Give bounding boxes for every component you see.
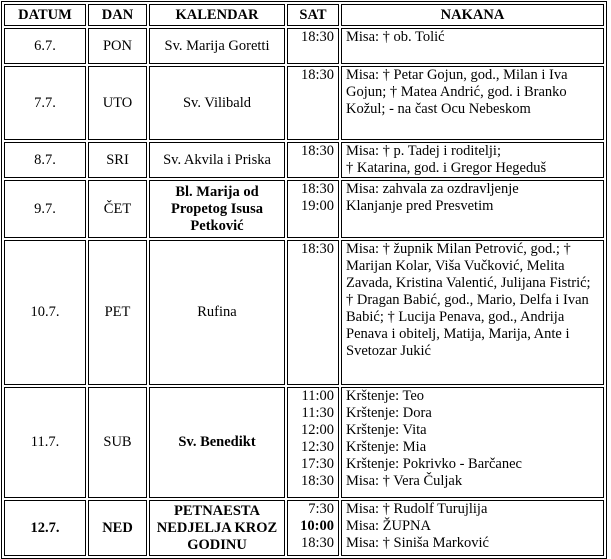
sat-cell: [287, 240, 339, 385]
mass-schedule-table: [1, 1, 607, 559]
nakana-cell: [341, 387, 604, 498]
datum-cell: 10.7.: [4, 240, 86, 385]
kalendar-cell: PETNAESTA NEDJELJA KROZ GODINU: [149, 500, 285, 556]
kalendar-cell: Bl. Marija od Propetog Isusa Petković: [149, 180, 285, 238]
header-nakana: NAKANA: [341, 4, 604, 26]
time-value: 11:30: [301, 405, 334, 421]
datum-cell: 9.7.: [4, 180, 86, 238]
intention-text: Misa: † Siniša Marković: [346, 535, 489, 551]
time-value: 18:30: [300, 29, 334, 45]
datum-cell: 11.7.: [4, 387, 86, 498]
schedule-row: [4, 142, 604, 178]
header-dan: DAN: [88, 4, 147, 26]
datum-cell: 12.7.: [4, 500, 86, 556]
time-value: 18:30: [300, 535, 334, 551]
intention-text: Krštenje: Teo: [346, 388, 425, 404]
intention-text: Misa: † župnik Milan Petrović, god.; † Marijan Kolar, Viša Vučković, Melita Zavada, Kristina Valentić, Julijana Fistrić; † Dragan Babić, god., Mario, Delfa i Ivan Babić; † Lucija Penava, god., Andrija Penava i obitelj, Matija, Marija, Ante i Svetozar Jukić: [346, 241, 591, 359]
datum-cell: 8.7.: [4, 142, 86, 178]
intention-text: Misa: zahvala za ozdravljenje: [346, 181, 519, 197]
dan-cell: NED: [88, 500, 147, 556]
sat-cell: [287, 387, 339, 498]
datum-cell: 6.7.: [4, 28, 86, 64]
schedule-row: [4, 500, 604, 556]
intention-text: Misa: † p. Tadej i roditelji;: [346, 143, 501, 159]
time-value: 18:30: [300, 241, 334, 257]
dan-cell: SRI: [88, 142, 147, 178]
time-value: 17:30: [300, 456, 334, 472]
kalendar-cell: Sv. Marija Goretti: [149, 28, 285, 64]
header-row: [4, 4, 604, 26]
sat-cell: [287, 28, 339, 64]
time-value: 12:30: [300, 439, 334, 455]
time-value: 11:00: [301, 388, 334, 404]
intention-text: Krštenje: Pokrivko - Barčanec: [346, 456, 522, 472]
intention-text: † Katarina, god. i Gregor Hegeduš: [346, 160, 547, 176]
sat-cell: [287, 180, 339, 238]
kalendar-cell: Sv. Akvila i Priska: [149, 142, 285, 178]
schedule-row: [4, 240, 604, 385]
nakana-cell: [341, 142, 604, 178]
time-value: 18:30: [300, 473, 334, 489]
sat-cell: [287, 66, 339, 140]
dan-cell: SUB: [88, 387, 147, 498]
schedule-body: [4, 28, 604, 556]
intention-text: Klanjanje pred Presvetim: [346, 198, 494, 214]
time-value: 18:30: [300, 143, 334, 159]
sat-cell: [287, 500, 339, 556]
intention-text: Krštenje: Dora: [346, 405, 432, 421]
kalendar-cell: Sv. Vilibald: [149, 66, 285, 140]
kalendar-cell: Sv. Benedikt: [149, 387, 285, 498]
dan-cell: UTO: [88, 66, 147, 140]
kalendar-cell: Rufina: [149, 240, 285, 385]
nakana-cell: [341, 240, 604, 385]
dan-cell: ČET: [88, 180, 147, 238]
intention-text: Krštenje: Vita: [346, 422, 427, 438]
header-sat: SAT: [287, 4, 339, 26]
time-value: 12:00: [300, 422, 334, 438]
time-value: 18:30: [300, 67, 334, 83]
nakana-cell: [341, 28, 604, 64]
header-kalendar: KALENDAR: [149, 4, 285, 26]
time-value: 18:30: [300, 181, 334, 197]
sat-cell: [287, 142, 339, 178]
intention-text: Misa: ŽUPNA: [346, 518, 431, 534]
intention-text: Misa: † Petar Gojun, god., Milan i Iva Gojun; † Matea Andrić, god. i Branko Kožul; - na čast Ocu Nebeskom: [346, 67, 568, 117]
nakana-cell: [341, 180, 604, 238]
nakana-cell: [341, 500, 604, 556]
time-value: 19:00: [300, 198, 334, 214]
datum-cell: 7.7.: [4, 66, 86, 140]
dan-cell: PET: [88, 240, 147, 385]
schedule-row: [4, 28, 604, 64]
schedule-row: [4, 66, 604, 140]
time-value: 7:30: [308, 501, 334, 517]
intention-text: Misa: † ob. Tolić: [346, 29, 445, 45]
time-value: 10:00: [300, 518, 334, 534]
schedule-row: [4, 387, 604, 498]
schedule-row: [4, 180, 604, 238]
intention-text: Misa: † Vera Čuljak: [346, 473, 463, 489]
header-datum: DATUM: [4, 4, 86, 26]
intention-text: Misa: † Rudolf Turujlija: [346, 501, 488, 517]
nakana-cell: [341, 66, 604, 140]
intention-text: Krštenje: Mia: [346, 439, 427, 455]
dan-cell: PON: [88, 28, 147, 64]
